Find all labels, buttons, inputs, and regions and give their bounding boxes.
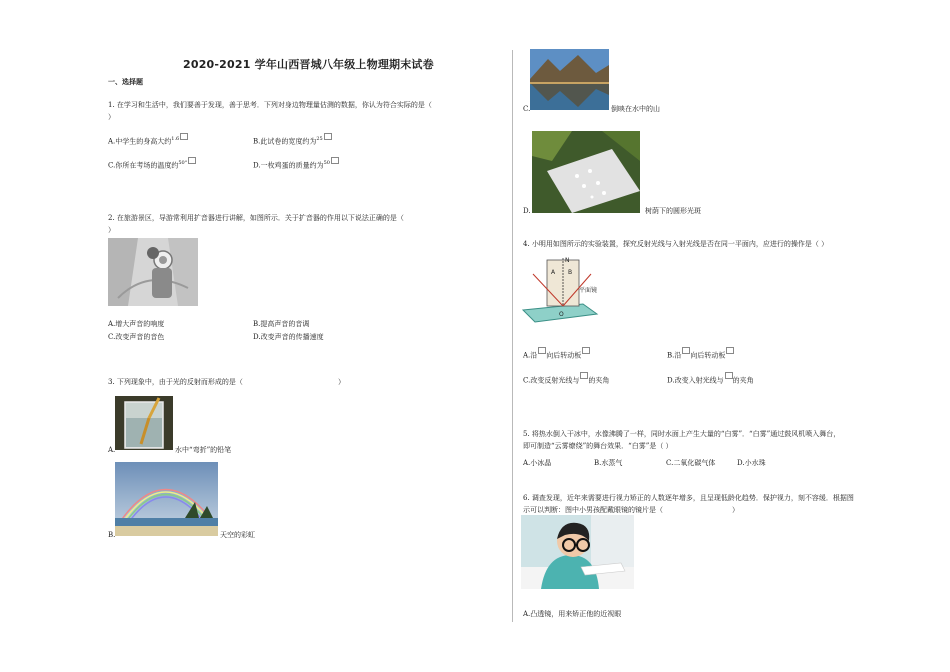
- rainbow-photo: [115, 462, 218, 536]
- question-1-option-b: [253, 133, 332, 146]
- diagram-label-o: O: [559, 311, 564, 318]
- diagram-label-mirror: 平面镜: [579, 287, 598, 294]
- pencil-in-water-photo: [115, 396, 173, 450]
- tree-shade-light-spots-photo: [532, 131, 640, 213]
- question-3-option-a: 水中“弯折”的铅笔: [175, 446, 232, 454]
- question-3-option-a-letter: A.: [108, 446, 116, 454]
- mirror-board-illustration: [521, 252, 599, 324]
- question-1-option-a: [108, 133, 188, 146]
- question-1-stem: [108, 99, 503, 111]
- question-1-stem-end: ）: [108, 113, 115, 121]
- question-4-stem: 4. 小明用如图所示的实验装置，探究反射光线与入射光线是否在同一平面内，应进行的操作是（ ）: [523, 240, 829, 248]
- unit-placeholder-icon: [180, 133, 188, 140]
- option-b-text: B.沿: [667, 351, 682, 360]
- question-5-option-c: C.二氧化碳气体: [666, 459, 716, 467]
- question-2-option-a: A.增大声音的响度: [108, 320, 165, 328]
- question-3-option-c: 倒映在水中的山: [611, 105, 660, 113]
- question-6-stem-end: ）: [732, 506, 739, 514]
- question-6-stem-line-1: 6. 调查发现，近年来需要进行视力矫正的人数逐年增多，且呈现低龄化趋势．保护视力，刻不容缓．根据图: [523, 494, 854, 502]
- question-2-option-d: D.改变声音的传播速度: [253, 333, 324, 341]
- symbol-placeholder-icon: [725, 372, 733, 379]
- rainbow-illustration: [115, 462, 218, 536]
- option-d-value: 50: [323, 160, 330, 166]
- question-3-stem-end: ）: [338, 378, 345, 386]
- question-5-option-b: B.水蒸气: [594, 459, 623, 467]
- symbol-placeholder-icon: [726, 347, 734, 354]
- question-6-stem-line-2: 示可以判断：图中小男孩配戴眼镜的镜片是（: [523, 506, 663, 514]
- option-a-value: 1.6: [171, 136, 180, 142]
- light-spots-illustration: [532, 131, 640, 213]
- option-c-text: C.你所在考场的温度约: [108, 161, 179, 170]
- option-b-text-2: 向后转动板: [690, 351, 726, 360]
- question-3-option-c-letter: C.: [523, 105, 531, 113]
- question-3-option-d: 树荫下的圆形光斑: [645, 207, 701, 215]
- question-2-option-c: C.改变声音的音色: [108, 333, 165, 341]
- question-4-option-a: [523, 347, 590, 360]
- option-a-text-2: 向后转动板: [546, 351, 582, 360]
- diagram-label-a: A: [551, 269, 556, 276]
- diagram-label-b: B: [568, 269, 573, 276]
- question-1-option-c: [108, 157, 196, 170]
- unit-placeholder-icon: [331, 157, 339, 164]
- option-d-text: D.一枚鸡蛋的质量约为: [253, 161, 324, 170]
- option-d-text-2: 的夹角: [732, 376, 754, 385]
- option-c-text: C.改变反射光线与: [523, 376, 580, 385]
- question-1-text: 1. 在学习和生活中，我们要善于发现，善于思考．下列对身边物理量估测的数据，你认为符合实际的是（: [108, 101, 432, 109]
- question-5-stem-line-1: 5. 将热水倒入干冰中，水像沸腾了一样，同时水面上产生大量的“白雾”．“白雾”通过鼓风机喷入舞台，: [523, 430, 841, 438]
- reflection-experiment-diagram: [521, 252, 599, 324]
- option-d-text: D.改变入射光线与: [667, 376, 724, 385]
- question-5-option-a: A.小冰晶: [523, 459, 552, 467]
- diagram-label-n: N: [565, 257, 570, 264]
- question-4-option-b: [667, 347, 734, 360]
- option-a-text: A.中学生的身高大约: [108, 137, 172, 146]
- option-c-value: 50°: [178, 160, 188, 166]
- question-4-option-c: [523, 372, 609, 385]
- question-5-option-d: D.小水珠: [737, 459, 766, 467]
- question-3-option-b: 天空的彩虹: [220, 531, 255, 539]
- boy-glasses-illustration: [521, 515, 634, 589]
- question-2-stem-end: ）: [108, 226, 115, 234]
- option-b-text: B.此试卷的宽度约为: [253, 137, 317, 146]
- mountain-reflection-photo: [530, 49, 609, 110]
- question-3-option-b-letter: B.: [108, 531, 116, 539]
- unit-placeholder-icon: [324, 133, 332, 140]
- question-1-option-d: [253, 157, 339, 170]
- option-a-text: A.沿: [523, 351, 538, 360]
- section-heading: 一、选择题: [108, 78, 143, 86]
- question-6-option-a: A.凸透镜，用来矫正他的近视眼: [523, 610, 622, 618]
- question-2-stem: 2. 在旅游景区，导游常利用扩音器进行讲解，如图所示．关于扩音器的作用以下说法正确的是（: [108, 214, 404, 222]
- mountain-reflection-illustration: [530, 49, 609, 110]
- option-b-value: 25: [316, 136, 323, 142]
- loudspeaker-illustration: [108, 238, 198, 306]
- question-3-stem: 3. 下列现象中，由于光的反射而形成的是（: [108, 378, 243, 386]
- boy-wearing-glasses-photo: [521, 515, 634, 589]
- symbol-placeholder-icon: [582, 347, 590, 354]
- question-5-stem-line-2: 即可制造“云雾缭绕”的舞台效果．“白雾”是（ ）: [523, 442, 673, 450]
- question-4-option-d: [667, 372, 754, 385]
- loudspeaker-photo: [108, 238, 198, 306]
- unit-placeholder-icon: [188, 157, 196, 164]
- question-3-option-d-letter: D.: [523, 207, 531, 215]
- column-divider: [512, 50, 513, 622]
- exam-title: 2020-2021 学年山西晋城八年级上物理期末试卷: [183, 58, 434, 71]
- bent-pencil-illustration: [115, 396, 173, 450]
- question-2-option-b: B.提高声音的音调: [253, 320, 310, 328]
- option-c-text-2: 的夹角: [588, 376, 610, 385]
